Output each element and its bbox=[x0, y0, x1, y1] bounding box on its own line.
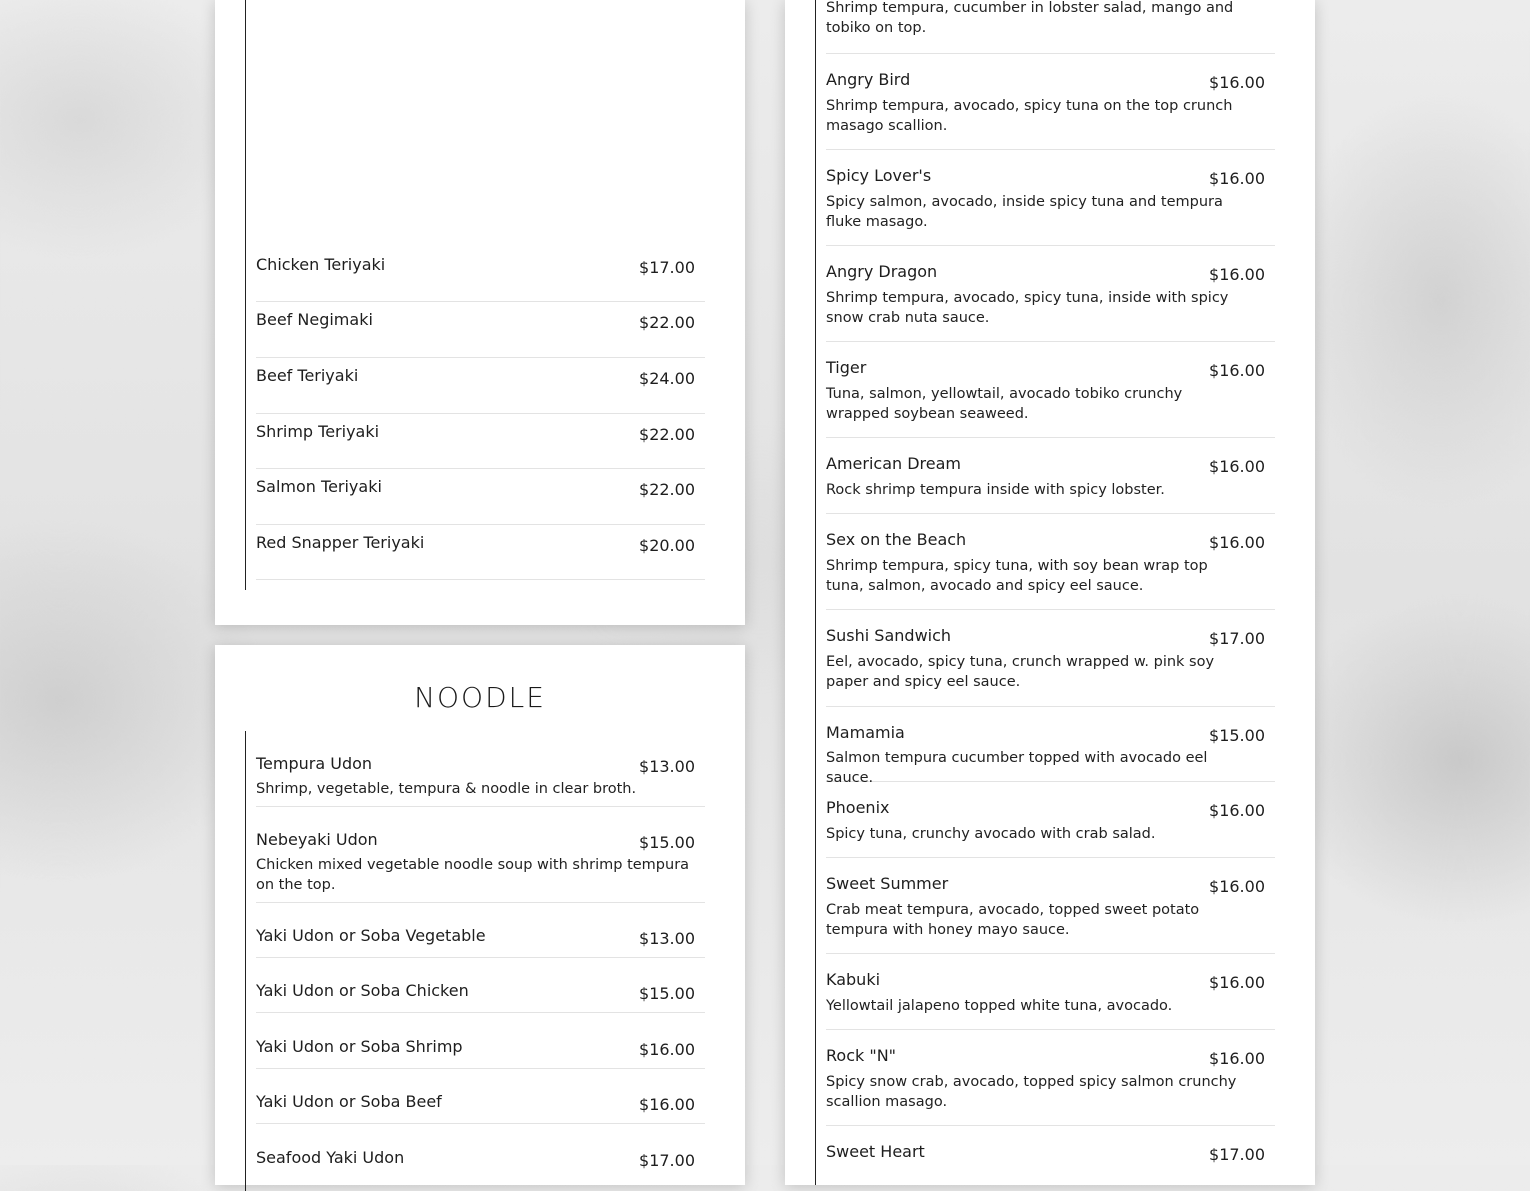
item-price: $15.00 bbox=[1209, 726, 1265, 745]
item-description: Rock shrimp tempura inside with spicy lobster. bbox=[826, 482, 1165, 498]
menu-item bbox=[826, 715, 1275, 786]
item-name: Sex on the Beach bbox=[826, 530, 967, 549]
item-price: $22.00 bbox=[639, 425, 695, 444]
item-price: $16.00 bbox=[639, 1040, 695, 1059]
section-divider-line bbox=[815, 0, 816, 1185]
menu-item bbox=[256, 414, 705, 469]
item-name: Yaki Udon or Soba Beef bbox=[256, 1092, 442, 1111]
item-name: Salmon Teriyaki bbox=[256, 477, 382, 496]
item-description: Eel, avocado, spicy tuna, crunch wrapped w. pink soy paper and spicy eel sauce. bbox=[826, 654, 1215, 690]
item-name: Beef Teriyaki bbox=[256, 366, 359, 385]
menu-item bbox=[256, 469, 705, 525]
menu-item bbox=[256, 973, 705, 1013]
menu-item bbox=[826, 618, 1275, 707]
item-description: Crab meat tempura, avocado, topped sweet potato tempura with honey mayo sauce. bbox=[826, 902, 1200, 938]
item-price: $16.00 bbox=[1209, 801, 1265, 820]
item-description: Shrimp tempura, avocado, spicy tuna on the top crunch masago scallion. bbox=[826, 98, 1233, 134]
item-description: Shrimp tempura, cucumber in lobster salad, mango and tobiko on top. bbox=[826, 0, 1234, 36]
item-description: Spicy salmon, avocado, inside spicy tuna and tempura fluke masago. bbox=[826, 194, 1223, 230]
menu-item bbox=[826, 1134, 1275, 1174]
menu-item bbox=[826, 350, 1275, 438]
item-name: Angry Dragon bbox=[826, 262, 938, 281]
item-price: $24.00 bbox=[639, 369, 695, 388]
item-name: Seafood Yaki Udon bbox=[256, 1148, 405, 1167]
menu-item bbox=[256, 358, 705, 414]
item-name: Kabuki bbox=[826, 970, 881, 989]
item-description: Chicken mixed vegetable noodle soup with shrimp tempura on the top. bbox=[256, 857, 690, 893]
item-price: $16.00 bbox=[1209, 533, 1265, 552]
menu-item bbox=[256, 247, 705, 302]
menu-item bbox=[826, 522, 1275, 610]
menu-item bbox=[826, 962, 1275, 1030]
menu-item bbox=[256, 822, 705, 903]
menu-item bbox=[256, 746, 705, 807]
menu-item bbox=[826, 790, 1275, 858]
teriyaki-menu-panel bbox=[215, 0, 745, 625]
special-rolls-menu-panel bbox=[785, 0, 1315, 1185]
item-price: $20.00 bbox=[639, 536, 695, 555]
menu-item bbox=[256, 1029, 705, 1069]
item-name: Red Snapper Teriyaki bbox=[256, 533, 425, 552]
item-name: Shrimp Teriyaki bbox=[256, 422, 380, 441]
item-description: Shrimp tempura, spicy tuna, with soy bean wrap top tuna, salmon, avocado and spicy eel sauce. bbox=[826, 558, 1208, 594]
item-price: $22.00 bbox=[639, 313, 695, 332]
item-price: $16.00 bbox=[1209, 1049, 1265, 1068]
item-description: Spicy snow crab, avocado, topped spicy salmon crunchy scallion masago. bbox=[826, 1074, 1237, 1110]
item-price: $13.00 bbox=[639, 757, 695, 776]
menu-item bbox=[256, 1140, 705, 1180]
item-price: $17.00 bbox=[639, 258, 695, 277]
item-price: $15.00 bbox=[639, 984, 695, 1003]
item-name: Tempura Udon bbox=[256, 754, 373, 773]
item-price: $16.00 bbox=[639, 1095, 695, 1114]
item-price: $17.00 bbox=[1209, 1145, 1265, 1164]
item-name: Tiger bbox=[826, 358, 867, 377]
item-price: $16.00 bbox=[1209, 73, 1265, 92]
item-price: $16.00 bbox=[1209, 361, 1265, 380]
menu-item bbox=[826, 254, 1275, 342]
item-description: Salmon tempura cucumber topped with avocado eel sauce. bbox=[826, 750, 1208, 786]
item-price: $16.00 bbox=[1209, 973, 1265, 992]
menu-item bbox=[256, 1084, 705, 1124]
item-price: $16.00 bbox=[1209, 169, 1265, 188]
item-name: Chicken Teriyaki bbox=[256, 255, 386, 274]
item-name: Sweet Summer bbox=[826, 874, 949, 893]
item-price: $16.00 bbox=[1209, 877, 1265, 896]
item-price: $15.00 bbox=[639, 833, 695, 852]
noodle-menu-panel bbox=[215, 645, 745, 1185]
menu-item bbox=[256, 525, 705, 580]
item-name: Yaki Udon or Soba Chicken bbox=[256, 981, 469, 1000]
item-name: Angry Bird bbox=[826, 70, 911, 89]
item-name: Mamamia bbox=[826, 723, 905, 742]
menu-item bbox=[256, 918, 705, 958]
item-name: Rock "N" bbox=[826, 1046, 897, 1065]
item-description: Yellowtail jalapeno topped white tuna, avocado. bbox=[826, 998, 1173, 1014]
item-name: American Dream bbox=[826, 454, 962, 473]
item-name: Beef Negimaki bbox=[256, 310, 373, 329]
menu-item bbox=[826, 446, 1275, 514]
item-price: $17.00 bbox=[1209, 629, 1265, 648]
item-name: Nebeyaki Udon bbox=[256, 830, 378, 849]
section-divider-line bbox=[245, 0, 246, 590]
menu-item bbox=[826, 1038, 1275, 1126]
section-title: NOODLE bbox=[414, 681, 546, 714]
menu-item bbox=[256, 302, 705, 358]
menu-item bbox=[826, 62, 1275, 150]
item-price: $16.00 bbox=[1209, 457, 1265, 476]
menu-item bbox=[826, 866, 1275, 954]
item-name: Phoenix bbox=[826, 798, 890, 817]
item-name: Yaki Udon or Soba Shrimp bbox=[256, 1037, 463, 1056]
item-divider bbox=[826, 53, 1275, 54]
item-name: Sweet Heart bbox=[826, 1142, 925, 1161]
item-description: Tuna, salmon, yellowtail, avocado tobiko crunchy wrapped soybean seaweed. bbox=[826, 386, 1183, 422]
item-price: $22.00 bbox=[639, 480, 695, 499]
menu-item bbox=[826, 158, 1275, 246]
item-price: $16.00 bbox=[1209, 265, 1265, 284]
item-price: $17.00 bbox=[639, 1151, 695, 1170]
item-description: Spicy tuna, crunchy avocado with crab salad. bbox=[826, 826, 1156, 842]
item-name: Sushi Sandwich bbox=[826, 626, 952, 645]
item-name: Yaki Udon or Soba Vegetable bbox=[256, 926, 486, 945]
section-divider-line bbox=[245, 731, 246, 1191]
item-description: Shrimp tempura, avocado, spicy tuna, inside with spicy snow crab nuta sauce. bbox=[826, 290, 1229, 326]
item-name: Spicy Lover's bbox=[826, 166, 932, 185]
item-description: Shrimp, vegetable, tempura & noodle in clear broth. bbox=[256, 781, 637, 797]
item-price: $13.00 bbox=[639, 929, 695, 948]
